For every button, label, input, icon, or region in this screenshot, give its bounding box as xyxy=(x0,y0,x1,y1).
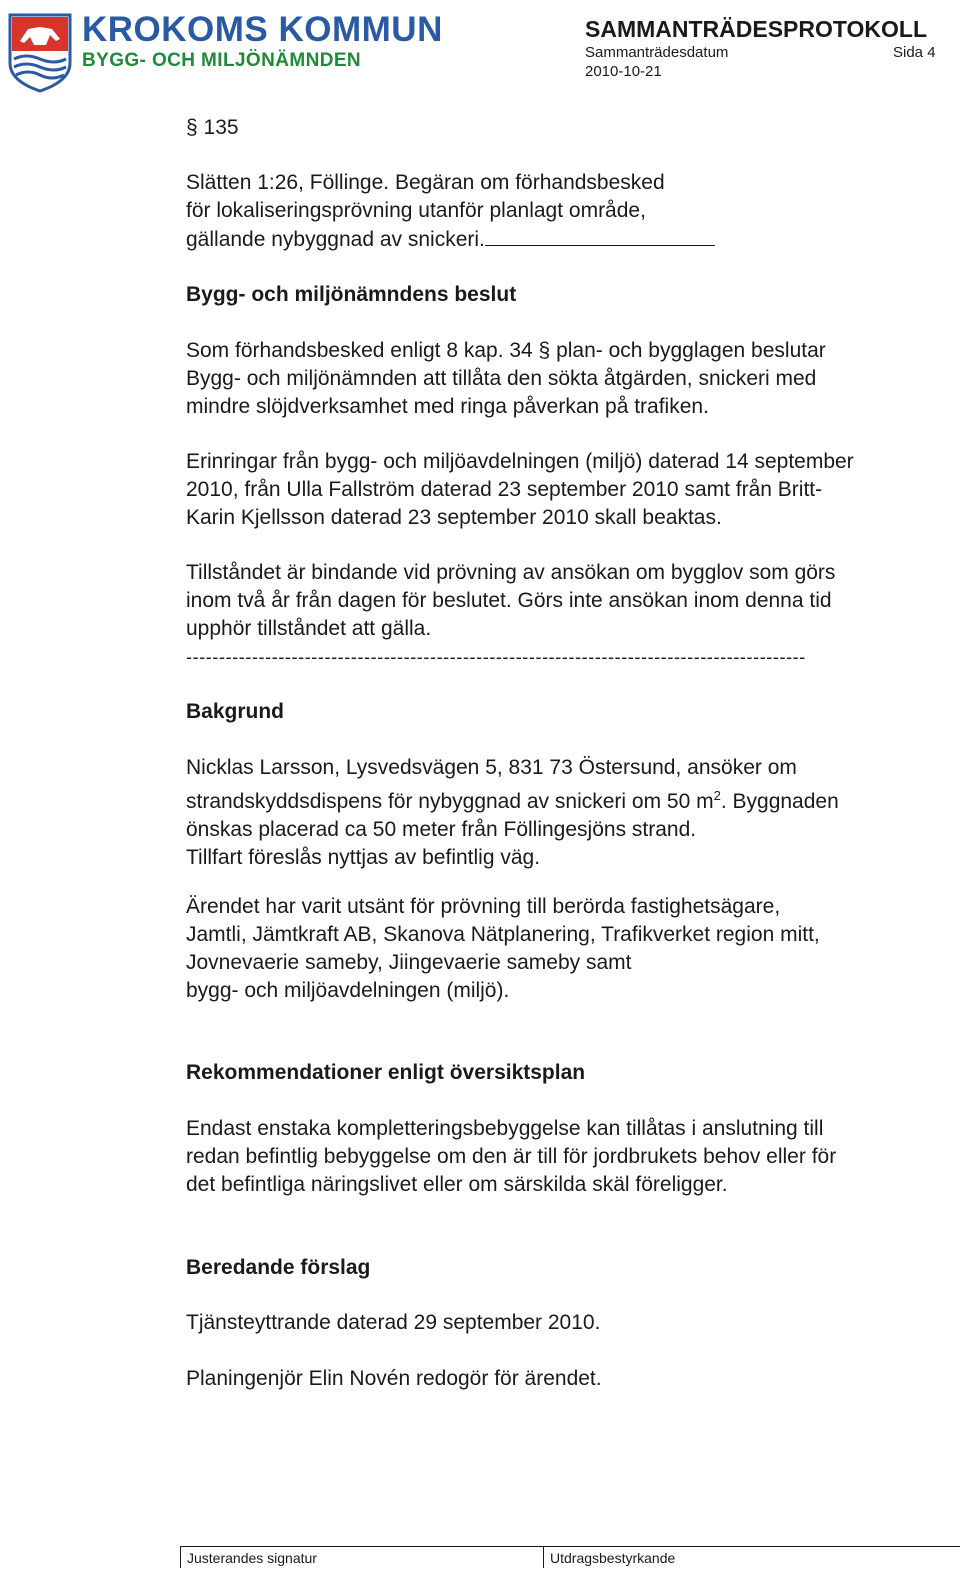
brand-subtitle: BYGG- OCH MILJÖNÄMNDEN xyxy=(82,50,362,71)
text-line: Som förhandsbesked enligt 8 kap. 34 § plan- och bygglagen beslutar xyxy=(186,339,826,362)
brand-name: KROKOMS KOMMUN xyxy=(82,10,443,49)
text-line: Erinringar från bygg- och miljöavdelningen (miljö) daterad 14 september xyxy=(186,450,854,473)
text-line: Tillfart föreslås nyttjas av befintlig väg. xyxy=(186,846,541,869)
text-line: Jamtli, Jämtkraft AB, Skanova Nätplanering, Trafikverket region mitt, xyxy=(186,923,820,946)
superscript: 2 xyxy=(713,788,721,803)
extract-certification-label: Utdragsbestyrkande xyxy=(550,1550,676,1566)
paragraph-number: § 135 xyxy=(186,116,239,139)
case-title-line: för lokaliseringsprövning utanför planlagt område, xyxy=(186,199,646,222)
text-line: Nicklas Larsson, Lysvedsvägen 5, 831 73 Östersund, ansöker om xyxy=(186,756,797,779)
recommendations-paragraph xyxy=(186,1115,956,1199)
background-paragraph-1 xyxy=(186,754,956,872)
meeting-date: 2010-10-21 xyxy=(585,63,662,80)
case-title-line-text: gällande nybyggnad av snickeri. xyxy=(186,228,485,251)
text-line: redan befintlig bebyggelse om den är till för jordbrukets behov eller för xyxy=(186,1145,837,1168)
meeting-date-label: Sammanträdesdatum xyxy=(585,44,729,61)
page-number: Sida 4 xyxy=(893,44,936,61)
text-line: Karin Kjellsson daterad 23 september 2010 skall beaktas. xyxy=(186,506,722,529)
decision-heading: Bygg- och miljönämndens beslut xyxy=(186,283,517,306)
recommendations-heading: Rekommendationer enligt översiktsplan xyxy=(186,1061,586,1084)
background-heading: Bakgrund xyxy=(186,700,285,723)
signature-box xyxy=(180,1546,543,1568)
text-line: bygg- och miljöavdelningen (miljö). xyxy=(186,979,510,1002)
text-line: Tillståndet är bindande vid prövning av ansökan om bygglov som görs xyxy=(186,561,836,584)
text-line: önskas placerad ca 50 meter från Föllingesjöns strand. xyxy=(186,818,697,841)
background-paragraph-2 xyxy=(186,893,956,1005)
case-title-line: Slätten 1:26, Föllinge. Begäran om förhandsbesked xyxy=(186,171,665,194)
case-title xyxy=(186,169,956,254)
proposal-paragraph-2: Planingenjör Elin Novén redogör för ärendet. xyxy=(186,1367,602,1390)
extract-certification-box xyxy=(543,1546,960,1568)
signature-label: Justerandes signatur xyxy=(187,1550,317,1566)
document-type: SAMMANTRÄDESPROTOKOLL xyxy=(585,16,928,42)
text-line: upphör tillståndet att gälla. xyxy=(186,617,432,640)
text-line: Jovnevaerie sameby, Jiingevaerie sameby samt xyxy=(186,951,632,974)
text-line: Ärendet har varit utsänt för prövning till berörda fastighetsägare, xyxy=(186,895,781,918)
text-segment: strandskyddsdispens för nybyggnad av snickeri om 50 m xyxy=(186,790,714,813)
decision-paragraph-3 xyxy=(186,559,956,643)
section-divider: ---------------------------------------------------------------------------------------------- xyxy=(186,647,806,667)
text-line: 2010, från Ulla Fallström daterad 23 september 2010 samt från Britt- xyxy=(186,478,823,501)
text-segment: . Byggnaden xyxy=(720,790,839,813)
proposal-paragraph-1: Tjänsteyttrande daterad 29 september 2010. xyxy=(186,1311,601,1334)
text-line: mindre slöjdverksamhet med ringa påverkan på trafiken. xyxy=(186,395,709,418)
text-line: det befintliga näringslivet eller om särskilda skäl föreligger. xyxy=(186,1173,728,1196)
case-title-line xyxy=(186,225,956,254)
text-line: Bygg- och miljönämnden att tillåta den sökta åtgärden, snickeri med xyxy=(186,367,817,390)
proposal-heading: Beredande förslag xyxy=(186,1256,371,1279)
text-line xyxy=(186,782,956,816)
text-line: Endast enstaka kompletteringsbebyggelse kan tillåtas i anslutning till xyxy=(186,1117,824,1140)
municipality-crest-logo xyxy=(6,11,74,93)
decision-paragraph-1 xyxy=(186,337,956,421)
decision-paragraph-2 xyxy=(186,448,956,532)
title-underline xyxy=(485,225,715,246)
text-line: inom två år från dagen för beslutet. Görs inte ansökan inom denna tid xyxy=(186,589,832,612)
